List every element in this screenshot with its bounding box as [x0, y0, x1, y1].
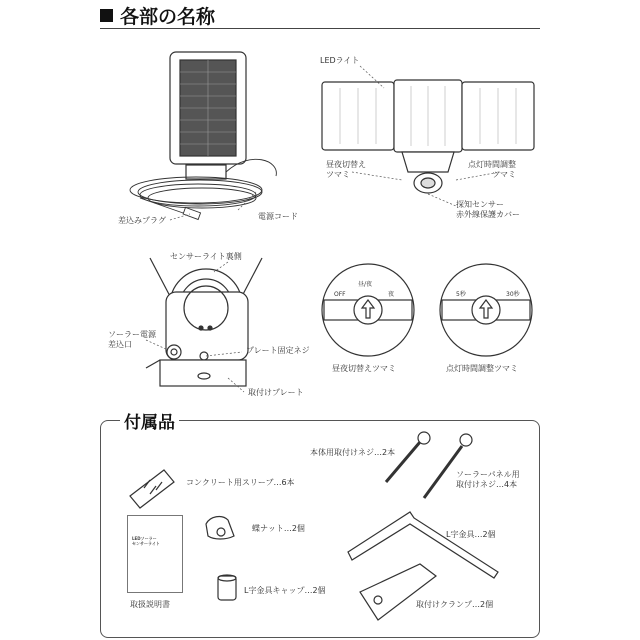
label-timer-adjust: 点灯時間調整 ツマミ: [468, 160, 516, 179]
label-mount-plate: 取付けプレート: [248, 388, 304, 397]
label-l-cap: L字金具キャップ…2個: [244, 586, 326, 595]
day-night-dial-icon: [322, 264, 414, 356]
label-sensor-cover: 探知センサー 赤外線保護カバー: [456, 200, 520, 219]
manual-cover-text: LEDソーラー センサーライト: [132, 536, 160, 546]
solar-panel-icon: [170, 52, 246, 179]
dial-mark-30sec: 30秒: [506, 291, 520, 298]
label-plug: 差込みプラグ: [118, 216, 166, 225]
dial-mark-5sec: 5秒: [456, 291, 466, 298]
label-body-screw: 本体用取付けネジ…2本: [310, 448, 396, 457]
accessories-title: 付属品: [120, 408, 179, 433]
label-wing-nut: 蝶ナット…2個: [252, 524, 305, 533]
caption-day-night-dial: 昼夜切替えツマミ: [332, 364, 396, 373]
label-day-night-switch: 昼夜切替え ツマミ: [326, 160, 366, 179]
caption-timer-dial: 点灯時間調整ツマミ: [446, 364, 518, 373]
label-plate-screw: プレート固定ネジ: [246, 346, 310, 355]
label-sleeve: コンクリート用スリーブ…6本: [186, 478, 295, 487]
dial-mark-night: 夜: [388, 291, 395, 298]
heading-text: 各部の名称: [120, 6, 216, 28]
label-power-cord: 電源コード: [258, 212, 298, 221]
label-sensor-back: センサーライト裏側: [170, 252, 242, 261]
dial-mark-day-night: 昼/夜: [358, 281, 373, 288]
timer-dial-icon: [440, 264, 532, 356]
label-l-bracket: L字金具…2個: [446, 530, 496, 539]
label-solar-screw: ソーラーパネル用 取付けネジ…4本: [456, 470, 520, 489]
label-manual: 取扱説明書: [130, 600, 170, 609]
label-led-light: LEDライト: [320, 56, 360, 65]
sensor-back-icon: [146, 258, 262, 386]
manual-booklet: [127, 515, 183, 593]
dial-mark-off: OFF: [334, 291, 346, 298]
label-solar-inlet: ソーラー電源 差込口: [108, 330, 156, 349]
label-clamp: 取付けクランプ…2個: [416, 600, 494, 609]
